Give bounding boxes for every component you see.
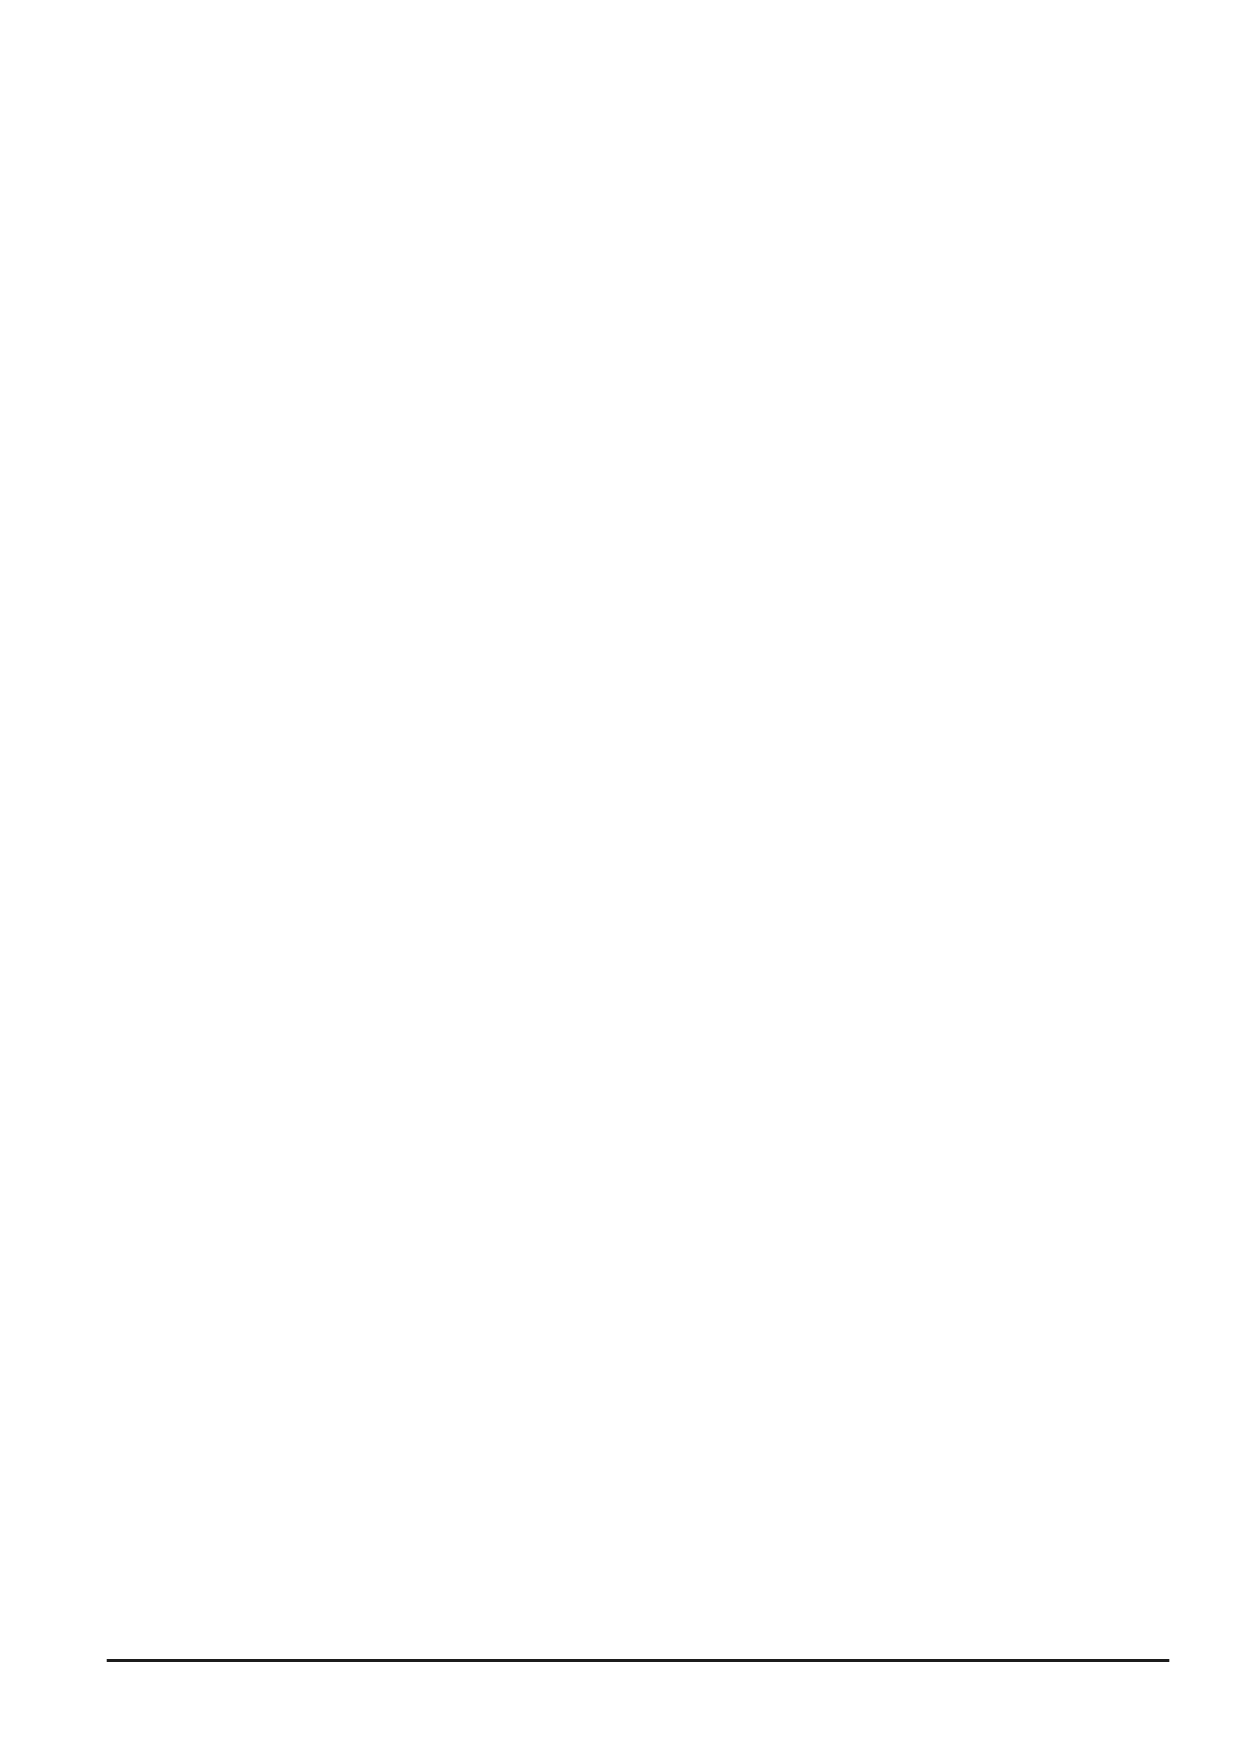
footer-rule <box>107 1659 1170 1662</box>
toc-top-block <box>148 0 1163 105</box>
